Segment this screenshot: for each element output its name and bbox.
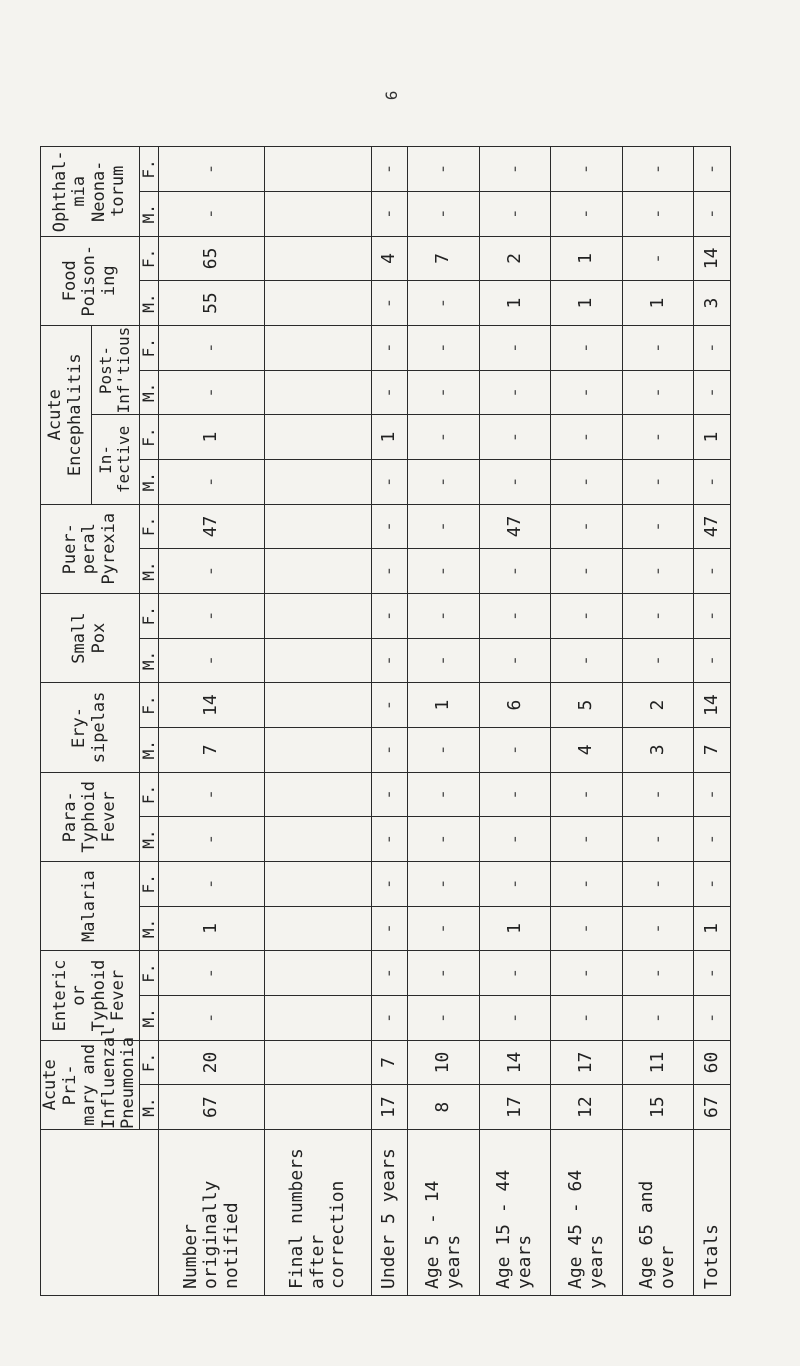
table-cell: - (551, 147, 622, 192)
table-cell: - (622, 772, 693, 817)
table-cell: 1 (408, 683, 479, 728)
corner-cell (41, 1130, 159, 1296)
table-cell: 12 (551, 1085, 622, 1130)
sex-header-m: M. (139, 906, 158, 951)
table-cell: - (479, 638, 550, 683)
table-cell: - (694, 861, 731, 906)
table-cell: - (159, 772, 265, 817)
table-cell: - (371, 951, 408, 996)
table-cell: 17 (551, 1040, 622, 1085)
table-cell: - (159, 995, 265, 1040)
table-cell (265, 236, 371, 281)
table-cell (265, 772, 371, 817)
table-cell: - (371, 325, 408, 370)
sex-header-m: M. (139, 817, 158, 862)
table-cell: - (694, 147, 731, 192)
col-sub-post-infectious: Post- Inf'tious (91, 325, 139, 414)
table-cell: - (551, 995, 622, 1040)
sex-header-f: F. (139, 772, 158, 817)
table-cell: - (479, 727, 550, 772)
table-cell: 67 (159, 1085, 265, 1130)
table-cell: - (622, 236, 693, 281)
table-cell: - (622, 325, 693, 370)
table-cell: - (551, 504, 622, 549)
sex-header-f: F. (139, 1040, 158, 1085)
sex-header-m: M. (139, 370, 158, 415)
sex-header-m: M. (139, 191, 158, 236)
col-group-ophthalmia: Ophthal- mia Neona- torum (41, 147, 140, 237)
table-cell: 14 (159, 683, 265, 728)
table-cell: - (694, 995, 731, 1040)
table-cell: - (694, 772, 731, 817)
table-cell (265, 817, 371, 862)
row-label: Age 65 and over (622, 1130, 693, 1296)
col-group-paratyphoid: Para- Typhoid Fever (41, 772, 140, 861)
table-row (694, 147, 731, 1296)
table-row (479, 147, 550, 1296)
table-cell: - (371, 191, 408, 236)
table-row (551, 147, 622, 1296)
table-cell: 47 (479, 504, 550, 549)
table-cell: 1 (159, 415, 265, 460)
table-cell: - (551, 459, 622, 504)
table-cell: 3 (622, 727, 693, 772)
table-cell: - (159, 325, 265, 370)
table-cell: 14 (694, 683, 731, 728)
table-cell (265, 325, 371, 370)
table-cell: - (371, 817, 408, 862)
table-cell: 55 (159, 281, 265, 326)
table-cell: - (408, 772, 479, 817)
table-cell: - (408, 861, 479, 906)
table-cell: - (479, 325, 550, 370)
sex-header-m: M. (139, 638, 158, 683)
table-cell: - (371, 727, 408, 772)
table-cell: - (694, 459, 731, 504)
table-cell: - (371, 638, 408, 683)
table-cell: - (551, 817, 622, 862)
table-cell: - (694, 817, 731, 862)
table-cell: - (408, 817, 479, 862)
table-cell: - (551, 415, 622, 460)
table-cell: - (408, 281, 479, 326)
table-cell: - (371, 549, 408, 594)
table-cell: - (479, 772, 550, 817)
table-cell: - (622, 861, 693, 906)
col-group-puerperal: Puer- peral Pyrexia (41, 504, 140, 593)
table-cell: 7 (408, 236, 479, 281)
row-label: Age 5 - 14 years (408, 1130, 479, 1296)
table-cell (265, 1085, 371, 1130)
table-cell: - (159, 191, 265, 236)
table-cell: 20 (159, 1040, 265, 1085)
mf-header-row (139, 147, 158, 1296)
table-cell: 10 (408, 1040, 479, 1085)
table-cell (265, 147, 371, 192)
table-cell (265, 995, 371, 1040)
table-cell: - (408, 593, 479, 638)
table-cell: - (479, 147, 550, 192)
table-row (371, 147, 408, 1296)
table-cell: - (551, 772, 622, 817)
table-cell: - (622, 995, 693, 1040)
table-cell: 6 (479, 683, 550, 728)
col-group-enteric: Enteric or Typhoid Fever (41, 951, 140, 1040)
table-cell (265, 906, 371, 951)
col-group-pneumonia: Acute Pri- mary and Influenzal Pneumonia (40, 1026, 139, 1129)
table-cell: - (371, 281, 408, 326)
table-cell (265, 549, 371, 594)
sex-header-f: F. (139, 504, 158, 549)
table-cell: - (408, 415, 479, 460)
sex-header-m: M. (139, 549, 158, 594)
table-cell: - (159, 370, 265, 415)
sex-header-m: M. (139, 727, 158, 772)
table-cell: 11 (622, 1040, 693, 1085)
table-cell: 14 (479, 1040, 550, 1085)
sex-header-f: F. (139, 951, 158, 996)
table-cell (265, 191, 371, 236)
table-cell: 1 (479, 906, 550, 951)
row-label: Age 15 - 44 years (479, 1130, 550, 1296)
table-cell: - (551, 906, 622, 951)
sex-header-f: F. (139, 683, 158, 728)
table-cell: - (371, 593, 408, 638)
sex-header-f: F. (139, 593, 158, 638)
sex-header-f: F. (139, 325, 158, 370)
col-group-smallpox: Small Pox (41, 593, 140, 682)
table-cell: 17 (479, 1085, 550, 1130)
table-body (159, 147, 731, 1296)
table-cell: - (371, 504, 408, 549)
table-cell: - (371, 861, 408, 906)
table-cell: - (551, 638, 622, 683)
table-cell: 15 (622, 1085, 693, 1130)
col-group-malaria: Malaria (41, 861, 140, 950)
table-cell: - (408, 906, 479, 951)
table-cell: - (694, 325, 731, 370)
table-cell (265, 683, 371, 728)
table-cell: - (479, 459, 550, 504)
table-cell: - (159, 147, 265, 192)
table-cell: 67 (694, 1085, 731, 1130)
table-cell: - (479, 549, 550, 594)
table-cell: - (622, 951, 693, 996)
table-cell: 3 (694, 281, 731, 326)
table-cell (265, 593, 371, 638)
table-cell: - (694, 191, 731, 236)
col-group-encephalitis: Acute Encephalitis (41, 325, 92, 504)
table-cell (265, 370, 371, 415)
table-cell: - (408, 147, 479, 192)
table-cell: 1 (159, 906, 265, 951)
table-cell: - (479, 370, 550, 415)
table-cell: 2 (622, 683, 693, 728)
table-cell: - (408, 951, 479, 996)
table-cell: - (622, 638, 693, 683)
table-cell: 17 (371, 1085, 408, 1130)
table-cell: - (622, 415, 693, 460)
table-cell: - (159, 951, 265, 996)
row-label: Under 5 years (371, 1130, 408, 1296)
table-cell: - (694, 593, 731, 638)
table-cell: - (408, 191, 479, 236)
table-cell: - (408, 325, 479, 370)
table-row (408, 147, 479, 1296)
table-cell: 1 (551, 281, 622, 326)
table-cell: - (159, 638, 265, 683)
table-cell: - (479, 951, 550, 996)
table-cell: - (371, 683, 408, 728)
table-cell: - (551, 370, 622, 415)
table-cell: - (694, 549, 731, 594)
table-cell: 4 (551, 727, 622, 772)
table-cell: 7 (371, 1040, 408, 1085)
table-cell: 2 (479, 236, 550, 281)
table-cell: - (622, 549, 693, 594)
sex-header-m: M. (139, 995, 158, 1040)
col-sub-infective: In- fective (91, 415, 139, 504)
table-cell (265, 638, 371, 683)
table-cell: - (622, 504, 693, 549)
table-cell: - (694, 370, 731, 415)
table-cell: - (408, 370, 479, 415)
table-cell: - (159, 549, 265, 594)
table-cell (265, 281, 371, 326)
table-cell: - (479, 593, 550, 638)
sex-header-f: F. (139, 415, 158, 460)
table-cell: 1 (371, 415, 408, 460)
table-cell (265, 415, 371, 460)
table-cell: - (408, 549, 479, 594)
row-label: Number originally notified (159, 1130, 265, 1296)
table-cell: - (622, 370, 693, 415)
table-cell: - (408, 504, 479, 549)
row-label: Final numbers after correction (265, 1130, 371, 1296)
table-cell (265, 459, 371, 504)
table-cell: 5 (551, 683, 622, 728)
table-cell: - (408, 638, 479, 683)
table-cell: - (159, 861, 265, 906)
sex-header-f: F. (139, 236, 158, 281)
table-cell: - (551, 191, 622, 236)
row-label: Totals (694, 1130, 731, 1296)
table-cell: - (622, 147, 693, 192)
table-cell: 1 (694, 415, 731, 460)
row-label: Age 45 - 64 years (551, 1130, 622, 1296)
table-cell: - (622, 459, 693, 504)
table-row (159, 147, 265, 1296)
table-cell: - (371, 772, 408, 817)
rotated-table-container (40, 146, 722, 1296)
table-cell: 8 (408, 1085, 479, 1130)
table-cell (265, 727, 371, 772)
table-cell: - (479, 995, 550, 1040)
table-cell: - (479, 817, 550, 862)
table-cell (265, 951, 371, 996)
table-cell: - (371, 995, 408, 1040)
table-cell: - (551, 593, 622, 638)
sex-header-f: F. (139, 147, 158, 192)
table-cell: - (479, 191, 550, 236)
table-cell: - (371, 147, 408, 192)
page-number: 9 (381, 90, 401, 101)
table-cell: - (159, 593, 265, 638)
group-header-row (41, 147, 92, 1296)
table-cell: - (622, 906, 693, 951)
table-cell: - (159, 817, 265, 862)
sex-header-m: M. (139, 281, 158, 326)
table-cell: - (479, 415, 550, 460)
table-cell: - (408, 995, 479, 1040)
table-cell: 1 (694, 906, 731, 951)
table-cell: - (408, 727, 479, 772)
sex-header-m: M. (139, 1085, 158, 1130)
table-cell: 47 (694, 504, 731, 549)
table-cell: - (371, 459, 408, 504)
table-row (265, 147, 371, 1296)
table-cell: 1 (551, 236, 622, 281)
col-group-food-poisoning: Food Poison- ing (41, 236, 140, 325)
table-cell: - (622, 191, 693, 236)
table-cell: 4 (371, 236, 408, 281)
table-cell: - (408, 459, 479, 504)
table-cell: - (622, 593, 693, 638)
table-cell: - (551, 861, 622, 906)
notifiable-diseases-table (40, 146, 731, 1296)
table-cell: - (551, 325, 622, 370)
col-group-erysipelas: Ery- sipelas (41, 683, 140, 772)
table-cell (265, 861, 371, 906)
table-cell: - (551, 549, 622, 594)
table-cell: 65 (159, 236, 265, 281)
table-cell: - (694, 638, 731, 683)
table-cell: 14 (694, 236, 731, 281)
table-cell: 1 (479, 281, 550, 326)
table-cell (265, 504, 371, 549)
table-cell: 7 (159, 727, 265, 772)
table-cell (265, 1040, 371, 1085)
table-cell: - (371, 906, 408, 951)
sex-header-f: F. (139, 861, 158, 906)
table-cell: - (479, 861, 550, 906)
sex-header-m: M. (139, 459, 158, 504)
table-cell: 1 (622, 281, 693, 326)
table-cell: 60 (694, 1040, 731, 1085)
table-cell: 47 (159, 504, 265, 549)
table-cell: - (694, 951, 731, 996)
table-cell: - (159, 459, 265, 504)
table-cell: - (622, 817, 693, 862)
table-cell: - (371, 370, 408, 415)
table-cell: 7 (694, 727, 731, 772)
table-cell: - (551, 951, 622, 996)
table-row (622, 147, 693, 1296)
